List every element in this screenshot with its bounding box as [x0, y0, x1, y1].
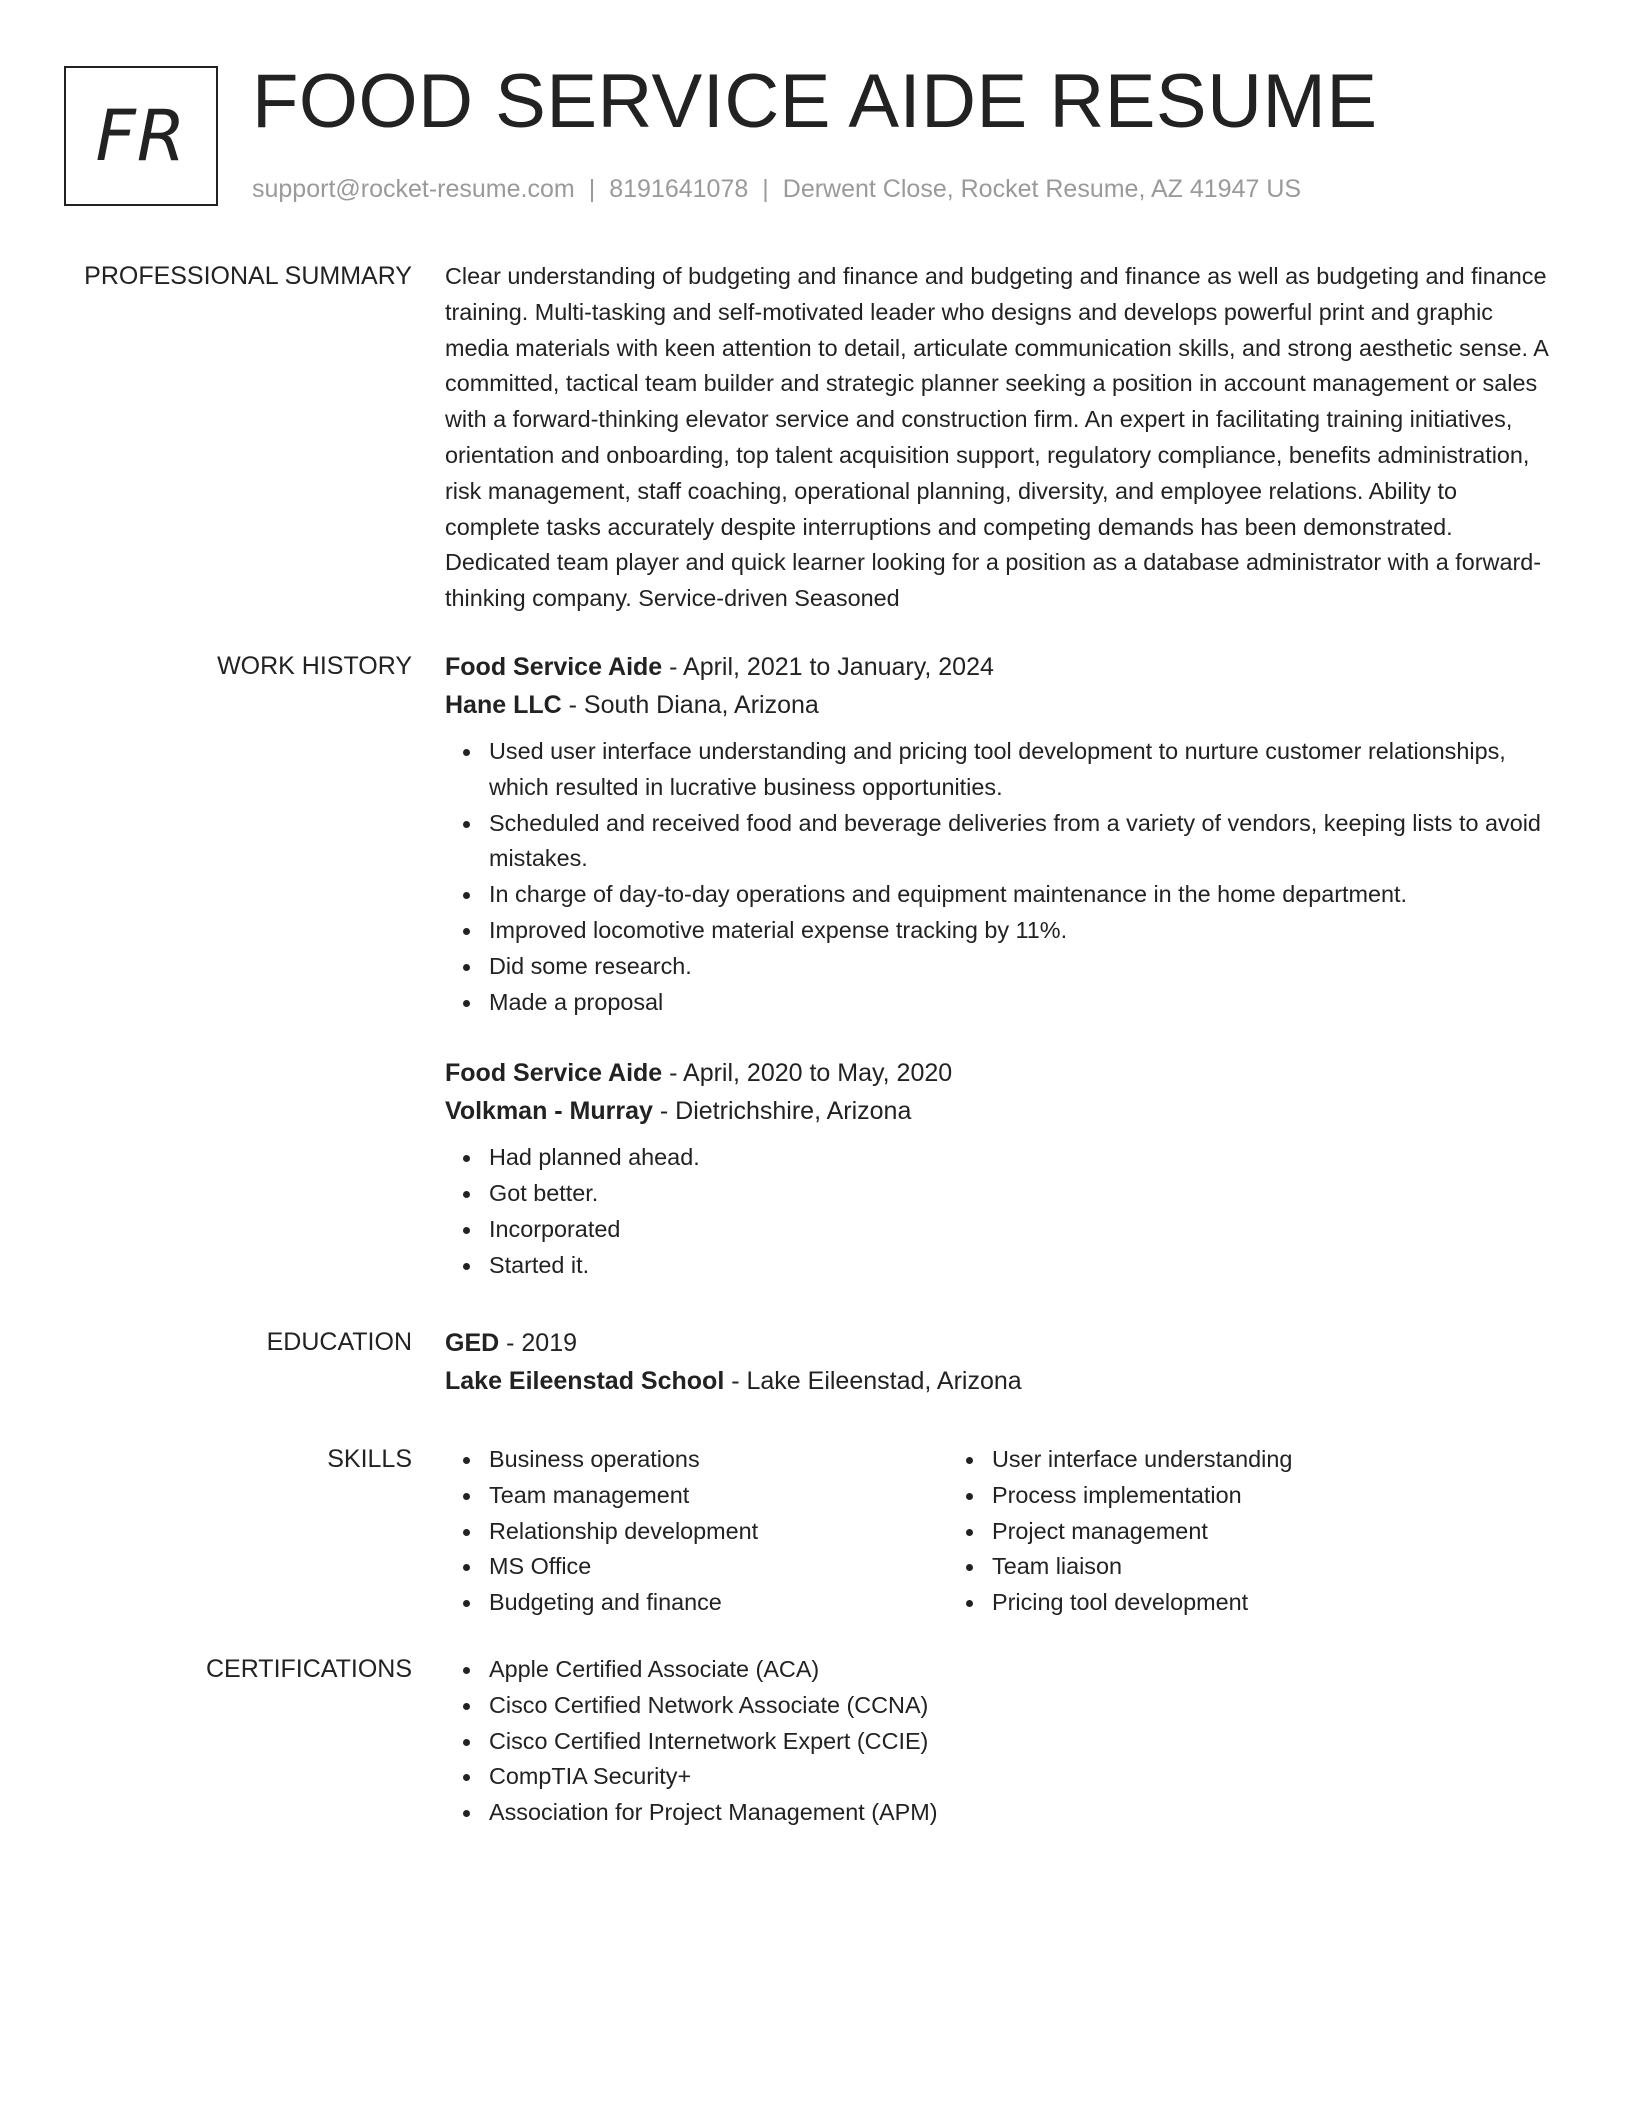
job-location: - South Diana, Arizona	[561, 691, 819, 719]
job-bullet: Got better.	[489, 1176, 1555, 1212]
section-label-summary: PROFESSIONAL SUMMARY	[84, 262, 412, 290]
job-bullet-list	[445, 734, 1555, 1020]
job-bullet: Improved locomotive material expense tracking by 11%.	[489, 913, 1555, 949]
contact-email: support@rocket-resume.com	[252, 175, 575, 203]
monogram-box	[64, 66, 218, 206]
resume-title: FOOD SERVICE AIDE RESUME	[252, 59, 1378, 144]
certification-item: Cisco Certified Internetwork Expert (CCIE)	[489, 1724, 1555, 1760]
skill-item: Process implementation	[992, 1478, 1451, 1514]
skills-list-left	[445, 1442, 948, 1621]
contact-separator: |	[762, 175, 769, 203]
skills-list-right	[948, 1442, 1451, 1621]
job-title-line	[445, 648, 1555, 686]
certification-item: Association for Project Management (APM)	[489, 1795, 1555, 1831]
education-school-line	[445, 1362, 1555, 1400]
section-label-certifications: CERTIFICATIONS	[205, 1655, 412, 1683]
job-title: Food Service Aide	[445, 1059, 663, 1088]
certifications-body	[445, 1652, 1555, 1831]
job-location: - Dietrichshire, Arizona	[652, 1097, 912, 1126]
skill-item: Business operations	[489, 1442, 948, 1478]
skills-body	[445, 1442, 1555, 1621]
education-location: - Lake Eileenstad, Arizona	[724, 1367, 1022, 1395]
skill-item: Pricing tool development	[992, 1585, 1451, 1621]
education-degree: GED	[445, 1329, 500, 1357]
job-company-line	[445, 1092, 1555, 1130]
certification-item: Cisco Certified Network Associate (CCNA)	[489, 1688, 1555, 1724]
monogram-initials: FR	[95, 95, 187, 177]
job-bullet: Had planned ahead.	[489, 1140, 1555, 1176]
contact-phone: 8191641078	[609, 175, 749, 203]
skill-item: MS Office	[489, 1549, 948, 1585]
job-title: Food Service Aide	[445, 653, 663, 681]
job-bullet: In charge of day-to-day operations and equipment maintenance in the home department.	[489, 877, 1555, 913]
job-dates: - April, 2020 to May, 2020	[662, 1059, 953, 1088]
job-bullet: Started it.	[489, 1248, 1555, 1284]
job-bullet-list	[445, 1140, 1555, 1283]
contact-line	[252, 172, 1301, 206]
contact-separator: |	[588, 175, 596, 203]
certifications-list	[445, 1652, 1555, 1831]
job-bullet: Incorporated	[489, 1212, 1555, 1248]
certification-item: CompTIA Security+	[489, 1759, 1555, 1795]
education-degree-line	[445, 1324, 1555, 1362]
job-company-line	[445, 686, 1555, 724]
summary-body	[445, 259, 1555, 617]
job-title-line	[445, 1054, 1555, 1092]
education-school: Lake Eileenstad School	[445, 1367, 725, 1395]
job-dates: - April, 2021 to January, 2024	[662, 653, 994, 681]
certification-item: Apple Certified Associate (ACA)	[489, 1652, 1555, 1688]
job-bullet: Did some research.	[489, 949, 1555, 985]
work-history-body	[445, 648, 1555, 1284]
skill-item: Team management	[489, 1478, 948, 1514]
section-label-work-history: WORK HISTORY	[217, 652, 412, 680]
education-year: - 2019	[499, 1329, 578, 1357]
job-bullet: Scheduled and received food and beverage deliveries from a variety of vendors, keeping lists to avoid mistakes.	[489, 806, 1555, 878]
education-body	[445, 1324, 1555, 1400]
job-company: Hane LLC	[445, 691, 562, 719]
section-label-skills: SKILLS	[327, 1445, 412, 1473]
skills-columns	[445, 1442, 1555, 1621]
job-entry	[445, 1054, 1555, 1283]
skill-item: Project management	[992, 1514, 1451, 1550]
job-company: Volkman - Murray	[445, 1097, 653, 1126]
summary-text: Clear understanding of budgeting and finance and budgeting and finance as well as budgeting and finance training. Multi-tasking and self-motivated leader who designs and develops powerful print and graphic media materials with keen attention to detail, articulate communication skills, and strong aesthetic sense. A committed, tactical team builder and strategic planner seeking a position in account management or sales with a forward-thinking elevator service and construction firm. An expert in facilitating training initiatives, orientation and onboarding, top talent acquisition support, regulatory compliance, benefits administration, risk management, staff coaching, operational planning, diversity, and employee relations. Ability to complete tasks accurately despite interruptions and competing demands has been demonstrated. Dedicated team player and quick learner looking for a position as a database administrator with a forward-thinking company. Service-driven Seasoned	[445, 263, 1548, 612]
job-bullet: Made a proposal	[489, 985, 1555, 1021]
job-bullet: Used user interface understanding and pricing tool development to nurture customer relationships, which resulted in lucrative business opportunities.	[489, 734, 1555, 806]
skill-item: Budgeting and finance	[489, 1585, 948, 1621]
skill-item: Team liaison	[992, 1549, 1451, 1585]
job-entry	[445, 648, 1555, 1020]
skill-item: User interface understanding	[992, 1442, 1451, 1478]
skill-item: Relationship development	[489, 1514, 948, 1550]
contact-address: Derwent Close, Rocket Resume, AZ 41947 US	[782, 175, 1302, 203]
section-label-education: EDUCATION	[266, 1328, 412, 1356]
